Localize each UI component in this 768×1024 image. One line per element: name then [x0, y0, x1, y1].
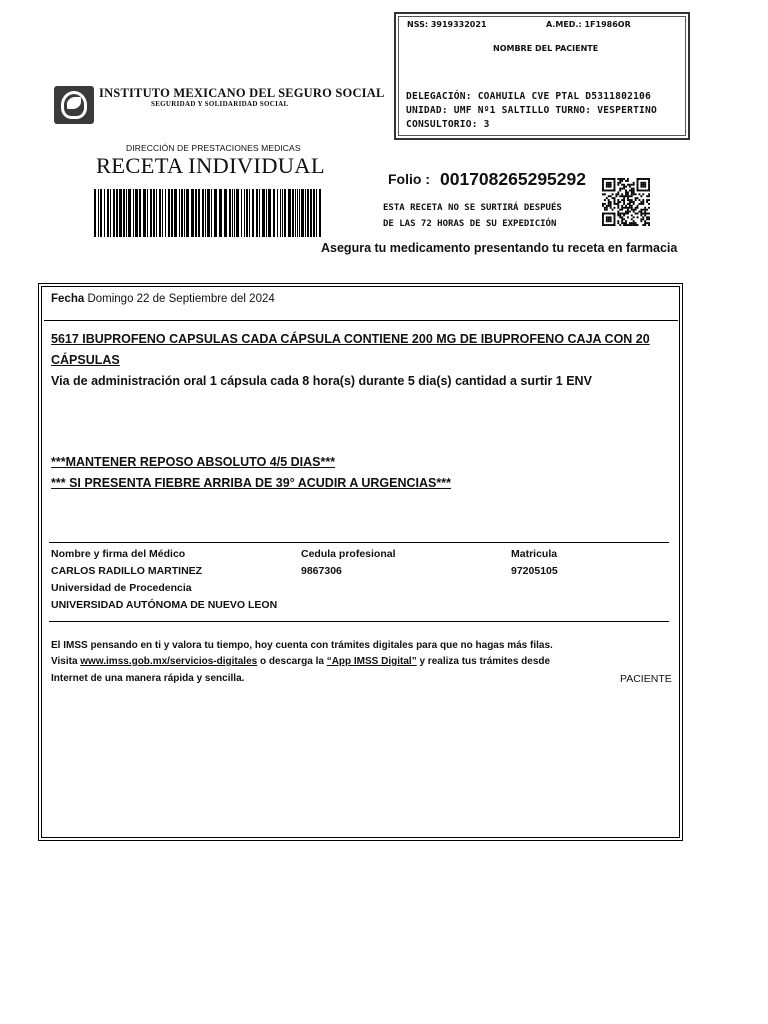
info-line2: [51, 656, 550, 667]
imss-logo-icon: [54, 86, 94, 124]
instruction-fever: *** SI PRESENTA FIEBRE ARRIBA DE 39° ACUDIR A URGENCIAS***: [51, 476, 451, 490]
delegacion-text: DELEGACIÓN: COAHUILA CVE PTAL D5311802106: [406, 91, 652, 102]
patient-name-label: NOMBRE DEL PACIENTE: [493, 44, 599, 53]
expiry-notice-line2: DE LAS 72 HORAS DE SU EXPEDICIÓN: [383, 219, 557, 229]
doctor-label: Nombre y firma del Médico: [51, 548, 186, 560]
instruction-rest: ***MANTENER REPOSO ABSOLUTO 4/5 DIAS***: [51, 455, 336, 469]
institution-name: INSTITUTO MEXICANO DEL SEGURO SOCIAL: [99, 86, 385, 100]
document-title: RECETA INDIVIDUAL: [96, 153, 325, 178]
info-line2-prefix: Visita: [51, 656, 81, 667]
medication-line1: 5617 IBUPROFENO CAPSULAS CADA CÁPSULA CONTIENE 200 MG DE IBUPROFENO CAJA CON 20: [51, 332, 650, 346]
institution-motto: SEGURIDAD Y SOLIDARIDAD SOCIAL: [151, 100, 289, 108]
prescription-frame: [38, 283, 683, 841]
matricula-value: 97205105: [511, 565, 558, 577]
unidad-text: UNIDAD: UMF Nº1 SALTILLO TURNO: VESPERTINO: [406, 105, 657, 116]
consultorio-text: CONSULTORIO: 3: [406, 119, 490, 130]
cedula-value: 9867306: [301, 565, 342, 577]
medication-line2: CÁPSULAS: [51, 353, 120, 367]
date-value: Domingo 22 de Septiembre del 2024: [84, 293, 275, 305]
date-row: [51, 293, 275, 305]
dosage-text: Via de administración oral 1 cápsula cada 8 hora(s) durante 5 dia(s) cantidad a surtir 1 ENV: [51, 374, 592, 388]
university-value: UNIVERSIDAD AUTÓNOMA DE NUEVO LEON: [51, 599, 278, 611]
pharmacy-note: Asegura tu medicamento presentando tu receta en farmacia: [321, 241, 678, 255]
info-line1: El IMSS pensando en ti y valora tu tiempo, hoy cuenta con trámites digitales para que no hagas más filas.: [51, 640, 553, 651]
info-line3: Internet de una manera rápida y sencilla.: [51, 673, 245, 684]
divider: [44, 320, 678, 321]
doctor-name: CARLOS RADILLO MARTINEZ: [51, 565, 203, 577]
date-label: Fecha: [51, 293, 85, 305]
qr-code-icon: [602, 178, 650, 226]
services-link[interactable]: www.imss.gob.mx/servicios-digitales: [80, 656, 258, 667]
amed-text: A.MED.: 1F1986OR: [546, 20, 631, 29]
info-line2-middle: o descarga la: [257, 656, 327, 667]
nss-text: NSS: 3919332021: [407, 20, 487, 29]
divider: [49, 542, 669, 543]
copy-label: PACIENTE: [620, 673, 672, 685]
app-name: “App IMSS Digital”: [326, 656, 417, 667]
folio-label: Folio :: [388, 171, 430, 187]
direction-text: DIRECCIÓN DE PRESTACIONES MEDICAS: [126, 143, 301, 153]
matricula-label: Matricula: [511, 548, 558, 560]
barcode-icon: [94, 189, 324, 241]
folio-number: 001708265295292: [440, 169, 586, 189]
expiry-notice-line1: ESTA RECETA NO SE SURTIRÁ DESPUÉS: [383, 203, 562, 213]
divider: [49, 621, 669, 622]
university-label: Universidad de Procedencia: [51, 582, 192, 594]
info-line2-suffix: y realiza tus trámites desde: [416, 656, 551, 667]
cedula-label: Cedula profesional: [301, 548, 396, 560]
